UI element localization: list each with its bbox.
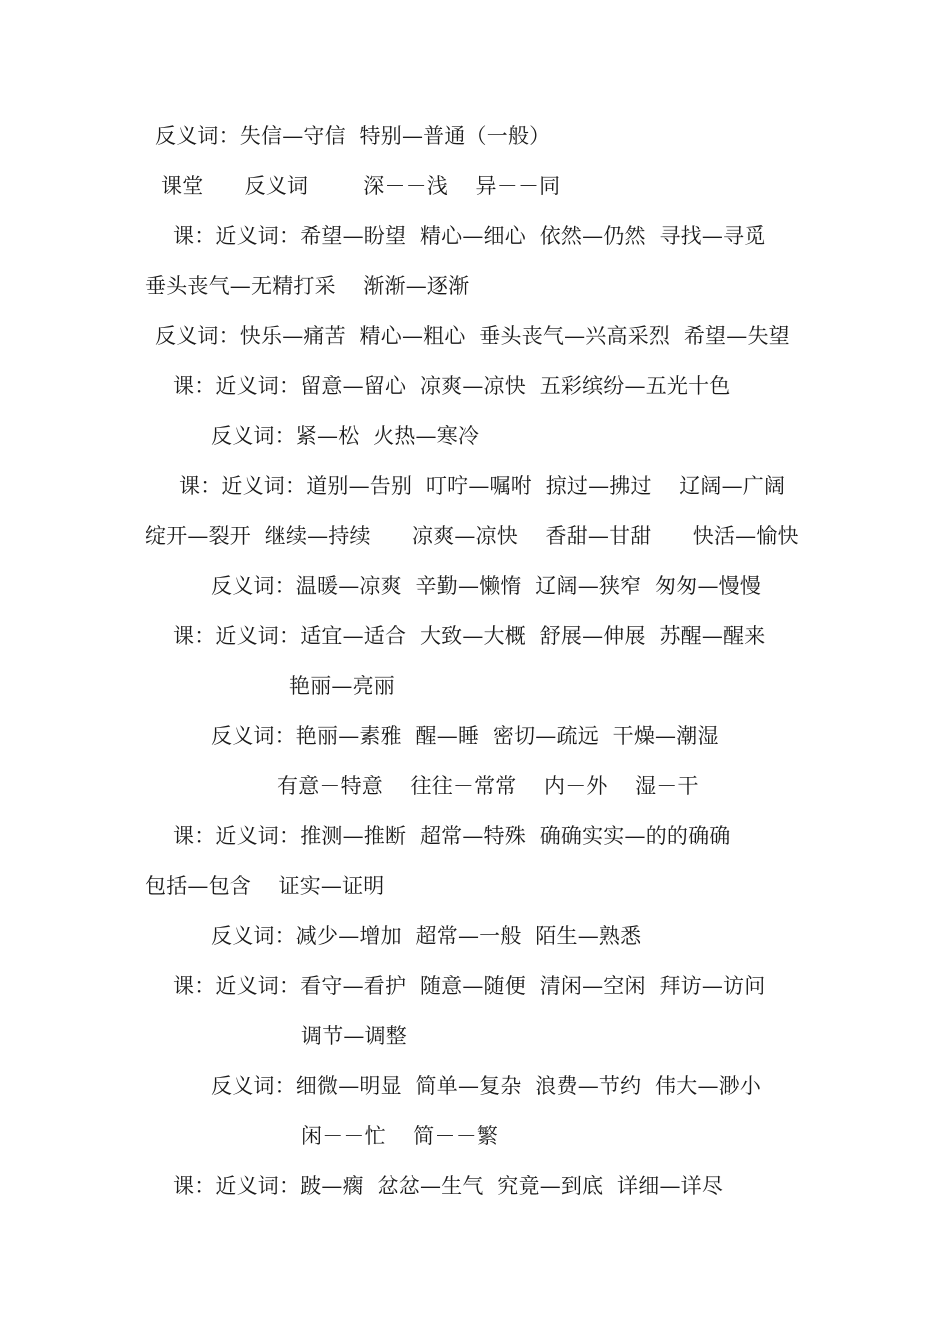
text-line: 反义词：紧—松 火热—寒冷 [211,424,480,448]
text-line: 绽开—裂开 继续—持续 凉爽—凉快 香甜—甘甜 快活—愉快 [145,524,799,548]
text-line: 调节—调整 [301,1024,407,1048]
text-line: 课：近义词：推测—推断 超常—特殊 确确实实—的的确确 [173,824,731,848]
text-line: 反义词：温暖—凉爽 辛勤—懒惰 辽阔—狭窄 匆匆—慢慢 [211,574,762,598]
text-line: 课：近义词：道别—告别 叮咛—嘱咐 掠过—拂过 辽阔—广阔 [179,474,786,498]
text-line: 垂头丧气—无精打采 渐渐—逐渐 [145,274,470,298]
text-line: 课：近义词：希望—盼望 精心—细心 依然—仍然 寻找—寻觅 [173,224,766,248]
text-line: 课：近义词：跛—瘸 忿忿—生气 究竟—到底 详细—详尽 [173,1174,724,1198]
text-line: 课：近义词：适宜—适合 大致—大概 舒展—伸展 苏醒—醒来 [173,624,766,648]
text-line: 反义词：快乐—痛苦 精心—粗心 垂头丧气—兴高采烈 希望—失望 [155,324,790,348]
text-line: 包括—包含 证实—证明 [145,874,385,898]
text-line: 闲－－忙 简－－繁 [301,1124,499,1148]
text-line: 反义词：细微—明显 简单—复杂 浪费—节约 伟大—渺小 [211,1074,762,1098]
text-line: 课堂 反义词 深－－浅 异－－同 [161,174,561,198]
text-line: 艳丽—亮丽 [289,674,395,698]
text-line: 有意－特意 往往－常常 内－外 湿－干 [277,774,699,798]
text-line: 反义词：减少—增加 超常—一般 陌生—熟悉 [211,924,642,948]
text-line: 反义词：失信—守信 特别—普通（一般） [155,124,551,148]
text-line: 课：近义词：留意—留心 凉爽—凉快 五彩缤纷—五光十色 [173,374,731,398]
text-line: 反义词：艳丽—素雅 醒—睡 密切—疏远 干燥—潮湿 [211,724,719,748]
text-line: 课：近义词：看守—看护 随意—随便 清闲—空闲 拜访—访问 [173,974,766,998]
